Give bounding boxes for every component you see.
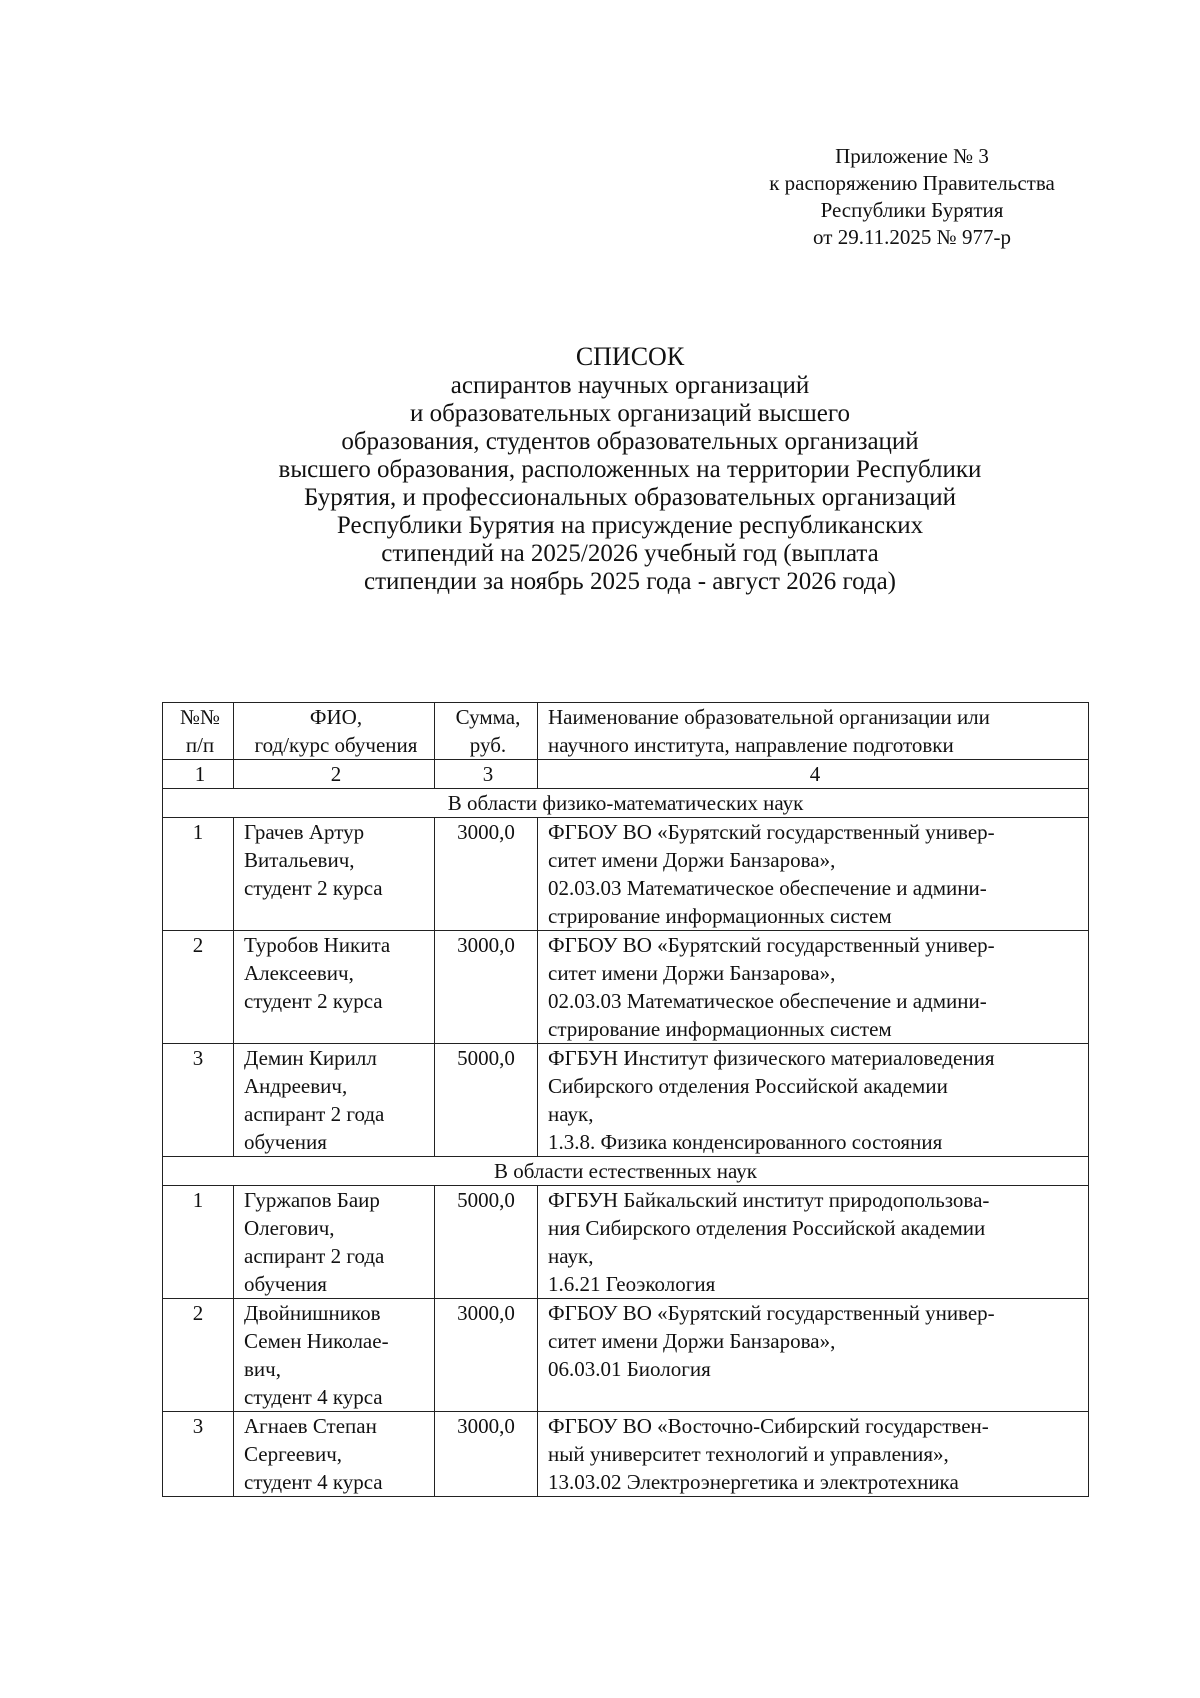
org-line: 02.03.03 Математическое обеспечение и админи- xyxy=(548,989,987,1013)
fio-line: Демин Кирилл xyxy=(244,1046,377,1070)
org-line: ФГБУН Институт физического материаловедения xyxy=(548,1046,995,1070)
header-text: Сумма, xyxy=(455,705,521,729)
header-sum xyxy=(435,703,538,760)
fio-line: Олегович, xyxy=(244,1216,335,1240)
row-sum: 3000,0 xyxy=(435,818,538,931)
row-organization xyxy=(538,1412,1089,1497)
table-row xyxy=(163,1299,1089,1412)
table-row xyxy=(163,818,1089,931)
annex-line: от 29.11.2025 № 977-р xyxy=(813,225,1011,249)
title-line: стипендии за ноябрь 2025 года - август 2026 года) xyxy=(363,568,896,595)
section-row xyxy=(163,1157,1089,1186)
org-line: стрирование информационных систем xyxy=(548,904,892,928)
row-organization xyxy=(538,931,1089,1044)
table-row xyxy=(163,1044,1089,1157)
column-number: 1 xyxy=(163,760,234,789)
org-line: ситет имени Доржи Банзарова», xyxy=(548,848,836,872)
fio-line: обучения xyxy=(244,1272,327,1296)
annex-line: Приложение № 3 xyxy=(835,144,989,168)
title-line: Республики Бурятия на присуждение республиканских xyxy=(336,512,924,539)
org-line: ситет имени Доржи Банзарова», xyxy=(548,961,836,985)
title-main: СПИСОК xyxy=(575,342,685,371)
header-text: год/курс обучения xyxy=(254,733,418,757)
row-fio xyxy=(234,818,435,931)
row-organization xyxy=(538,1299,1089,1412)
fio-line: студент 2 курса xyxy=(244,989,383,1013)
org-line: стрирование информационных систем xyxy=(548,1017,892,1041)
header-text: Наименование образовательной организации или xyxy=(548,705,990,729)
org-line: ный университет технологий и управления», xyxy=(548,1442,949,1466)
table-header-row xyxy=(163,703,1089,760)
row-number: 1 xyxy=(163,818,234,931)
fio-line: Туробов Никита xyxy=(244,933,391,957)
org-line: Сибирского отделения Российской академии xyxy=(548,1074,948,1098)
fio-line: Гуржапов Баир xyxy=(244,1188,380,1212)
row-fio xyxy=(234,931,435,1044)
fio-line: обучения xyxy=(244,1130,327,1154)
row-sum: 3000,0 xyxy=(435,931,538,1044)
annex-line: к распоряжению Правительства xyxy=(769,171,1055,195)
header-text: научного института, направление подготовки xyxy=(548,733,954,757)
table-row xyxy=(163,1412,1089,1497)
table-row xyxy=(163,931,1089,1044)
row-fio xyxy=(234,1044,435,1157)
fio-line: Агнаев Степан xyxy=(244,1414,377,1438)
row-number: 2 xyxy=(163,931,234,1044)
document-title xyxy=(150,342,1110,596)
row-organization xyxy=(538,818,1089,931)
header-text: ФИО, xyxy=(309,705,363,729)
column-number: 4 xyxy=(538,760,1089,789)
section-row xyxy=(163,789,1089,818)
org-line: наук, xyxy=(548,1102,594,1126)
header-fio xyxy=(234,703,435,760)
org-line: наук, xyxy=(548,1244,594,1268)
column-number-row xyxy=(163,760,1089,789)
row-sum: 3000,0 xyxy=(435,1412,538,1497)
scholarship-table xyxy=(162,702,1089,1497)
title-line: образования, студентов образовательных организаций xyxy=(341,428,919,455)
fio-line: Двойнишников xyxy=(244,1301,381,1325)
org-line: ФГБОУ ВО «Восточно-Сибирский государствен- xyxy=(548,1414,989,1438)
org-line: ФГБОУ ВО «Бурятский государственный универ- xyxy=(548,820,995,844)
org-line: 1.6.21 Геоэкология xyxy=(548,1272,716,1296)
org-line: 13.03.02 Электроэнергетика и электротехника xyxy=(548,1470,959,1494)
table-body xyxy=(163,760,1089,1497)
row-sum: 5000,0 xyxy=(435,1186,538,1299)
title-line: высшего образования, расположенных на территории Республики xyxy=(278,456,982,483)
header-text: п/п xyxy=(185,733,215,757)
fio-line: Сергеевич, xyxy=(244,1442,343,1466)
header-text: №№ xyxy=(179,705,221,729)
row-sum: 5000,0 xyxy=(435,1044,538,1157)
org-line: 1.3.8. Физика конденсированного состояния xyxy=(548,1130,943,1154)
row-organization xyxy=(538,1044,1089,1157)
row-number: 3 xyxy=(163,1412,234,1497)
org-line: ситет имени Доржи Банзарова», xyxy=(548,1329,836,1353)
title-line: и образовательных организаций высшего xyxy=(409,400,851,427)
annex-line: Республики Бурятия xyxy=(820,198,1004,222)
row-number: 1 xyxy=(163,1186,234,1299)
org-line: ния Сибирского отделения Российской академии xyxy=(548,1216,986,1240)
fio-line: вич, xyxy=(244,1357,281,1381)
row-sum: 3000,0 xyxy=(435,1299,538,1412)
header-num xyxy=(163,703,234,760)
row-number: 2 xyxy=(163,1299,234,1412)
header-text: руб. xyxy=(469,733,507,757)
org-line: 02.03.03 Математическое обеспечение и админи- xyxy=(548,876,987,900)
header-org xyxy=(538,703,1089,760)
section-title: В области физико-математических наук xyxy=(163,789,1089,818)
title-line: аспирантов научных организаций xyxy=(450,372,810,399)
fio-line: аспирант 2 года xyxy=(244,1244,385,1268)
fio-line: Алексеевич, xyxy=(244,961,354,985)
row-fio xyxy=(234,1186,435,1299)
fio-line: студент 4 курса xyxy=(244,1470,383,1494)
fio-line: Витальевич, xyxy=(244,848,355,872)
table-row xyxy=(163,1186,1089,1299)
fio-line: Грачев Артур xyxy=(244,820,365,844)
row-number: 3 xyxy=(163,1044,234,1157)
section-title: В области естественных наук xyxy=(163,1157,1089,1186)
row-fio xyxy=(234,1412,435,1497)
column-number: 3 xyxy=(435,760,538,789)
row-organization xyxy=(538,1186,1089,1299)
column-number: 2 xyxy=(234,760,435,789)
title-line: Бурятия, и профессиональных образовательных организаций xyxy=(303,484,957,511)
row-fio xyxy=(234,1299,435,1412)
annex-block xyxy=(742,143,1082,251)
org-line: ФГБОУ ВО «Бурятский государственный универ- xyxy=(548,933,995,957)
org-line: 06.03.01 Биология xyxy=(548,1357,711,1381)
org-line: ФГБУН Байкальский институт природопользова- xyxy=(548,1188,990,1212)
fio-line: Андреевич, xyxy=(244,1074,348,1098)
fio-line: студент 4 курса xyxy=(244,1385,383,1409)
title-line: стипендий на 2025/2026 учебный год (выплата xyxy=(381,540,879,567)
fio-line: студент 2 курса xyxy=(244,876,383,900)
fio-line: Семен Николае- xyxy=(244,1329,389,1353)
fio-line: аспирант 2 года xyxy=(244,1102,385,1126)
org-line: ФГБОУ ВО «Бурятский государственный универ- xyxy=(548,1301,995,1325)
